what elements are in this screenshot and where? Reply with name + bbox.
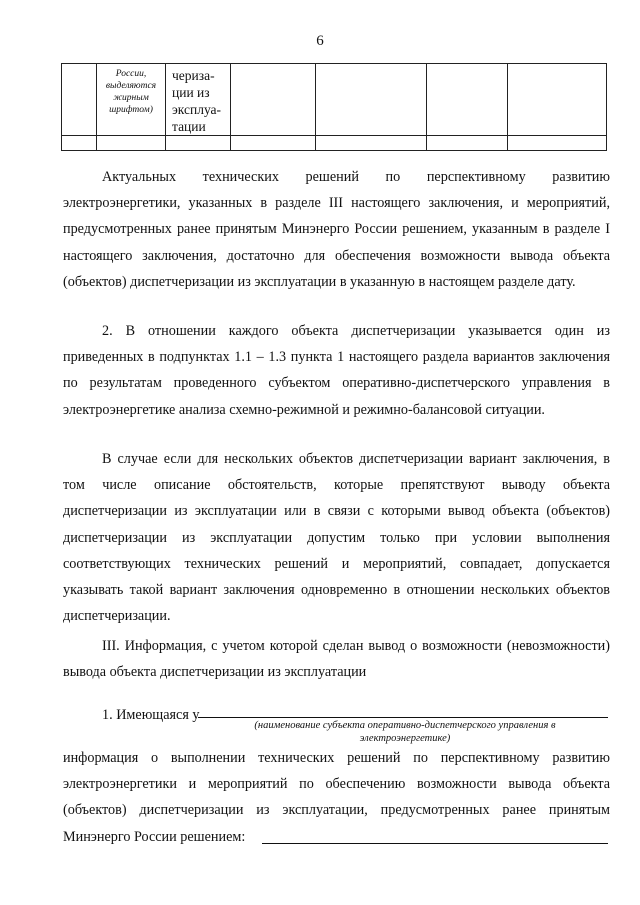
field-caption: (наименование субъекта оперативно-диспетчерского управления в электроэнергетике) <box>254 720 556 744</box>
paragraph-2: 2. В отношении каждого объекта диспетчеризации указывается один из приведенных в подпунктах 1.1 – 1.3 пункта 1 настоящего раздела вариантов заключения по результатам проведенного субъектом оперативно-диспетчерского управления в электроэнергетике анализа схемно-режимной и режимно-балансовой ситуации. <box>63 323 610 418</box>
table-cell <box>97 136 166 151</box>
item-1-prefix: 1. Имеющаяся у <box>102 707 200 723</box>
table-cell-line: эксплуа- <box>172 102 222 117</box>
table-cell <box>62 136 97 151</box>
table-cell-line: чериза- <box>172 68 215 83</box>
table-cell <box>427 64 508 136</box>
table-cell-note: России, выделяются жирным шрифтом) <box>97 64 166 136</box>
table-cell <box>508 64 607 136</box>
table-cell <box>62 64 97 136</box>
organization-name-line <box>198 717 608 718</box>
section-3-heading: III. Информация, с учетом которой сделан вывод о возможности (невозможности) вывода объекта диспетчеризации из эксплуатации <box>63 638 610 681</box>
table-fragment <box>61 63 607 151</box>
table-row <box>62 136 607 151</box>
page-number: 6 <box>316 33 324 49</box>
table-cell <box>316 136 427 151</box>
table-cell-line: тации <box>172 119 206 134</box>
table-cell-text <box>166 64 231 136</box>
table-row <box>62 64 607 136</box>
paragraph-1: Актуальных технических решений по перспективному развитию электроэнергетики, указанных в разделе III настоящего заключения, и мероприятий, предусмотренных ранее принятым Минэнерго России решением, указанным в разделе I настоящего заключения, достаточно для обеспечения возможности вывода объекта (объектов) диспетчеризации из эксплуатации в указанную в настоящем разделе дату. <box>63 169 610 290</box>
decision-line <box>262 843 608 844</box>
table-cell-line: ции из <box>172 85 210 100</box>
paragraph-3: В случае если для нескольких объектов диспетчеризации вариант заключения, в том числе описание обстоятельств, которые препятствуют выводу объекта диспетчеризации из эксплуатации или в связи с которыми вывод объекта (объектов) диспетчеризации из эксплуатации допустим только при условии выполнения соответствующих технических решений и мероприятий, совпадает, допускается указывать такой вариант заключения одновременно в отношении нескольких объектов диспетчеризации. <box>63 451 610 625</box>
table-cell <box>316 64 427 136</box>
table-cell <box>508 136 607 151</box>
table-cell <box>427 136 508 151</box>
table-cell <box>231 64 316 136</box>
table-cell <box>231 136 316 151</box>
paragraph-5: информация о выполнении технических решений по перспективному развитию электроэнергетики и мероприятий по обеспечению возможности вывода объекта (объектов) диспетчеризации из эксплуатации, предусмотренных ранее принятым Минэнерго России решением: <box>63 750 610 845</box>
table-cell <box>166 136 231 151</box>
